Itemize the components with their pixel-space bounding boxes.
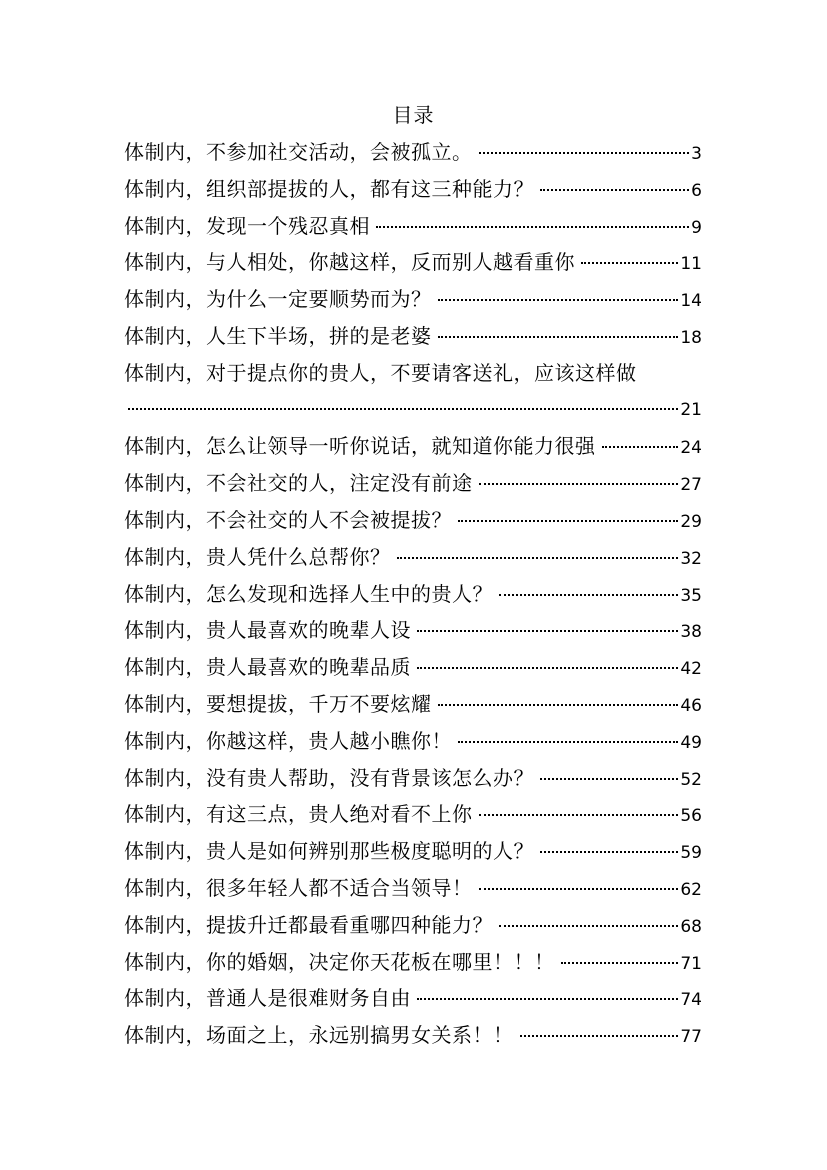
toc-entry[interactable]: [124, 208, 702, 245]
toc-dot-leader: [520, 1035, 679, 1037]
toc-dot-leader: [438, 336, 679, 338]
toc-entry-title: 体制内，与人相处，你越这样，反而别人越看重你: [124, 250, 575, 275]
toc-dot-leader: [438, 704, 679, 706]
toc-entry-title: 体制内，不会社交的人不会被提拔？: [124, 507, 452, 532]
toc-entry-title: 体制内，你的婚姻，决定你天花板在哪里！！！: [124, 949, 555, 974]
toc-page-number: 21: [680, 399, 702, 420]
toc-page-number: 24: [680, 438, 702, 459]
toc-entry[interactable]: [124, 980, 702, 1017]
toc-entry-title: 体制内，要想提拔，千万不要炫耀: [124, 691, 432, 716]
toc-entry-title: 体制内，贵人最喜欢的晚辈品质: [124, 655, 411, 680]
toc-dot-leader: [458, 741, 678, 743]
toc-entry[interactable]: [124, 171, 702, 208]
toc-dot-leader: [458, 520, 678, 522]
toc-dot-leader: [581, 262, 678, 264]
toc-title: 目录: [392, 103, 435, 127]
toc-entry-title: 体制内，贵人最喜欢的晚辈人设: [124, 618, 411, 643]
toc-page-number: 9: [691, 217, 702, 238]
toc-dot-leader: [397, 557, 679, 559]
toc-entry[interactable]: [124, 796, 702, 833]
toc-entry-title: 体制内，场面之上，永远别搞男女关系！！: [124, 1023, 514, 1048]
toc-entry[interactable]: [124, 539, 702, 576]
toc-entry[interactable]: [124, 134, 702, 171]
toc-page-number: 6: [691, 180, 702, 201]
toc-page-number: 74: [680, 990, 702, 1011]
toc-page-number: 27: [680, 475, 702, 496]
toc-entry[interactable]: [124, 1017, 702, 1054]
toc-page-number: 52: [680, 769, 702, 790]
toc-dot-leader: [438, 299, 679, 301]
toc-dot-leader: [417, 667, 678, 669]
toc-dot-leader: [561, 962, 679, 964]
toc-entry[interactable]: [124, 318, 702, 355]
toc-entry[interactable]: [124, 686, 702, 723]
toc-entry[interactable]: [124, 723, 702, 760]
toc-dot-leader: [540, 189, 689, 191]
toc-dot-leader: [499, 594, 678, 596]
toc-dot-leader: [479, 152, 690, 154]
toc-dot-leader: [479, 814, 679, 816]
toc-dot-leader: [540, 851, 678, 853]
toc-entry-title: 体制内，贵人凭什么总帮你？: [124, 544, 391, 569]
toc-entry[interactable]: [124, 502, 702, 539]
toc-dot-leader: [417, 998, 678, 1000]
toc-entry-title: 体制内，不会社交的人，注定没有前途: [124, 471, 473, 496]
toc-entry[interactable]: [124, 576, 702, 613]
toc-dot-leader: [540, 778, 678, 780]
toc-entry[interactable]: [124, 355, 702, 429]
toc-page-number: 29: [680, 511, 702, 532]
toc-dot-leader: [479, 888, 679, 890]
toc-page-number: 38: [680, 622, 702, 643]
toc-entry[interactable]: [124, 281, 702, 318]
toc-page-number: 49: [680, 732, 702, 753]
toc-entry[interactable]: [124, 465, 702, 502]
toc-entry[interactable]: [124, 760, 702, 797]
toc-entry-title: 体制内，发现一个残忍真相: [124, 213, 370, 238]
toc-entry-title: 体制内，对于提点你的贵人，不要请客送礼，应该这样做: [124, 360, 637, 385]
toc-entry-title: 体制内，组织部提拔的人，都有这三种能力？: [124, 176, 534, 201]
toc-entry-title: 体制内，人生下半场，拼的是老婆: [124, 323, 432, 348]
toc-entry-title: 体制内，普通人是很难财务自由: [124, 986, 411, 1011]
toc-dot-leader: [499, 925, 678, 927]
toc-entry[interactable]: [124, 870, 702, 907]
toc-page-number: 71: [680, 953, 702, 974]
toc-entry-title: 体制内，有这三点，贵人绝对看不上你: [124, 802, 473, 827]
toc-page-number: 46: [680, 695, 702, 716]
toc-page-number: 68: [680, 916, 702, 937]
toc-page-number: 35: [680, 585, 702, 606]
toc-page-number: 42: [680, 659, 702, 680]
toc-page-number: 77: [680, 1027, 702, 1048]
toc-dot-leader: [376, 226, 689, 228]
toc-entry-title: 体制内，贵人是如何辨别那些极度聪明的人？: [124, 839, 534, 864]
toc-entry[interactable]: [124, 907, 702, 944]
toc-page-number: 56: [680, 806, 702, 827]
toc-entry-title: 体制内，怎么发现和选择人生中的贵人？: [124, 581, 493, 606]
toc-page-number: 59: [680, 843, 702, 864]
toc-dot-leader: [602, 446, 679, 448]
toc-entry[interactable]: [124, 428, 702, 465]
toc-entry-title: 体制内，怎么让领导一听你说话，就知道你能力很强: [124, 434, 596, 459]
toc-entry[interactable]: [124, 833, 702, 870]
toc-entry-title: 体制内，你越这样，贵人越小瞧你！: [124, 728, 452, 753]
toc-page-number: 11: [680, 254, 702, 275]
toc-entry-title: 体制内，没有贵人帮助，没有背景该怎么办？: [124, 765, 534, 790]
toc-page-number: 62: [680, 879, 702, 900]
toc-entry[interactable]: [124, 649, 702, 686]
toc-entry[interactable]: [124, 244, 702, 281]
toc-page-number: 18: [680, 327, 702, 348]
toc-entry-title: 体制内，为什么一定要顺势而为？: [124, 287, 432, 312]
toc-entry-title: 体制内，不参加社交活动，会被孤立。: [124, 140, 473, 164]
toc-dot-leader: [417, 630, 678, 632]
toc-page-number: 32: [680, 548, 702, 569]
toc-page-number: 14: [680, 291, 702, 312]
toc-dot-leader: [479, 483, 679, 485]
toc-dot-leader: [128, 408, 678, 410]
toc-entry[interactable]: [124, 612, 702, 649]
toc-entry[interactable]: [124, 944, 702, 981]
toc-entry-title: 体制内，很多年轻人都不适合当领导！: [124, 875, 473, 900]
toc-entry-title: 体制内，提拔升迁都最看重哪四种能力？: [124, 912, 493, 937]
table-of-contents: [124, 134, 702, 1054]
toc-page-number: 3: [691, 144, 702, 164]
